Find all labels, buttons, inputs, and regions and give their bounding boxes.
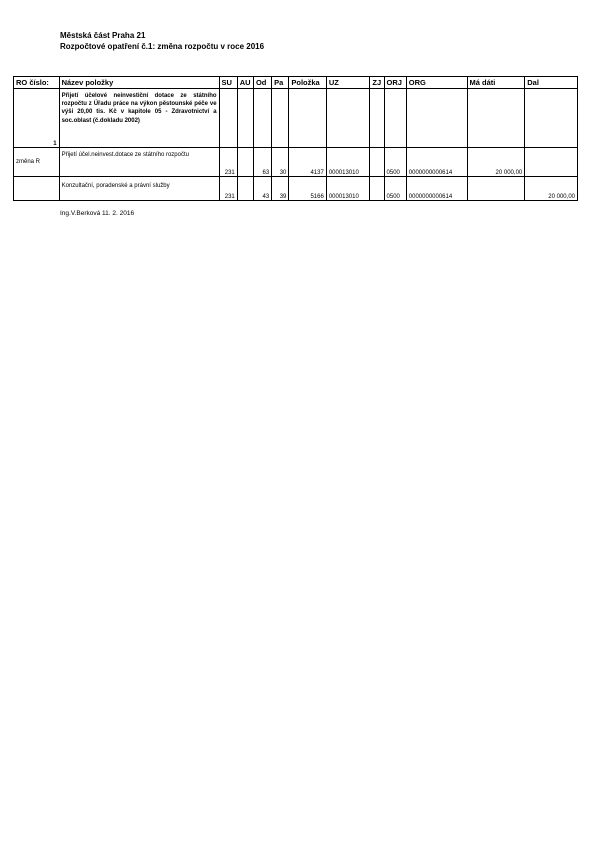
org-cell [406,89,467,148]
uz-cell: 000013010 [326,148,370,177]
su-cell: 231 [219,177,237,201]
column-header-pa: Pa [272,77,289,89]
item-description-cell: Přijetí účelové neinvestiční dotace ze státního rozpočtu z Úřadu práce na výkon pěstounské péče ve výši 20,00 tis. Kč v kapitole 05 - Zdravotnictví a soc.oblast (č.dokladu 2002) [59,89,219,148]
column-header-org: ORG [406,77,467,89]
au-cell [237,148,253,177]
uz-cell: 000013010 [326,177,370,201]
column-header-ma-dati: Má dáti [467,77,525,89]
zj-cell [370,177,384,201]
item-description-cell: Konzultační, poradenské a právní služby [59,177,219,201]
od-cell: 63 [253,148,271,177]
column-header-su: SU [219,77,237,89]
municipality-title: Městská část Praha 21 [60,31,146,40]
uz-cell [326,89,370,148]
column-header-ro: RO číslo: [14,77,60,89]
orj-cell: 0500 [384,148,406,177]
dal-cell [525,148,578,177]
su-cell [219,89,237,148]
table-row [14,177,578,201]
orj-cell: 0500 [384,177,406,201]
org-cell: 0000000000614 [406,148,467,177]
ro-number-cell [14,177,60,201]
zj-cell [370,89,384,148]
pa-cell: 39 [272,177,289,201]
column-header-zj: ZJ [370,77,384,89]
document-header [60,30,264,52]
table-header-row [14,77,578,89]
polozka-cell: 4137 [289,148,326,177]
dal-cell [525,89,578,148]
au-cell [237,177,253,201]
column-header-polozka: Položka [289,77,326,89]
ro-number-cell: 1 [14,89,60,148]
od-cell [253,89,271,148]
column-header-nazev: Název položky [59,77,219,89]
polozka-cell: 5166 [289,177,326,201]
column-header-uz: UZ [326,77,370,89]
ro-number-cell: změna R [14,148,60,177]
signature-line: Ing.V.Berková 11. 2. 2016 [60,210,135,217]
dal-cell: 20 000,00 [525,177,578,201]
su-cell: 231 [219,148,237,177]
column-header-au: AU [237,77,253,89]
pa-cell [272,89,289,148]
od-cell: 43 [253,177,271,201]
ma-dati-cell: 20 000,00 [467,148,525,177]
column-header-od: Od [253,77,271,89]
column-header-dal: Dal [525,77,578,89]
table-row [14,148,578,177]
column-header-orj: ORJ [384,77,406,89]
ma-dati-cell [467,177,525,201]
org-cell: 0000000000614 [406,177,467,201]
au-cell [237,89,253,148]
zj-cell [370,148,384,177]
table-row [14,89,578,148]
polozka-cell [289,89,326,148]
orj-cell [384,89,406,148]
budget-table [13,76,578,201]
budget-measure-title: Rozpočtové opatření č.1: změna rozpočtu v roce 2016 [60,42,265,51]
ma-dati-cell [467,89,525,148]
pa-cell: 30 [272,148,289,177]
item-description-cell: Přijetí účel.neinvest.dotace ze státního rozpočtu [59,148,219,177]
